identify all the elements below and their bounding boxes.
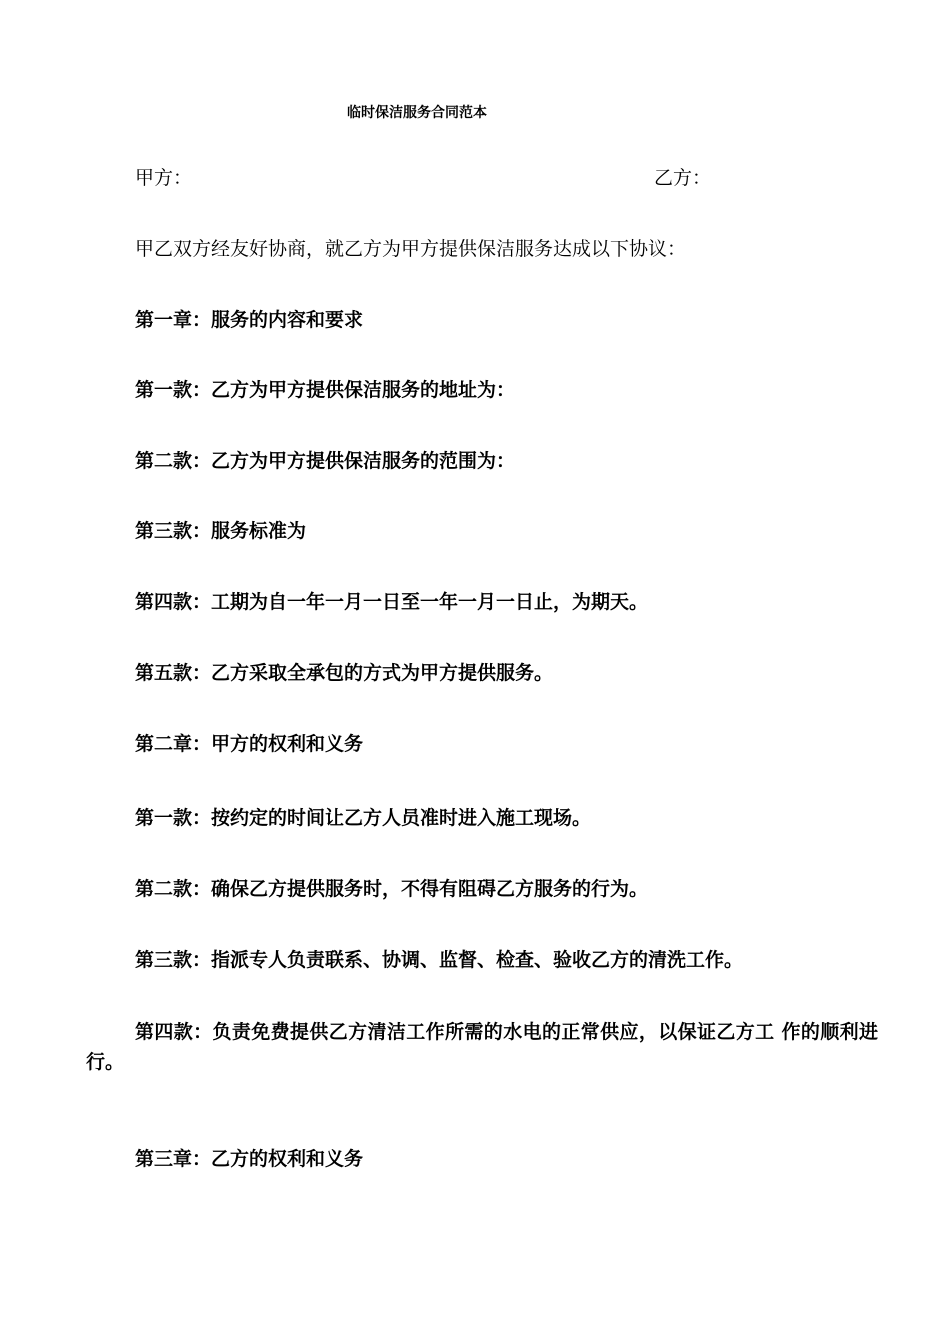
chapter2-clause1: 第一款：按约定的时间让乙方人员准时进入施工现场。 bbox=[135, 807, 592, 829]
chapter1-clause1: 第一款：乙方为甲方提供保洁服务的地址为： bbox=[135, 379, 516, 401]
chapter2-clause2: 第二款：确保乙方提供服务时，不得有阻碍乙方服务的行为。 bbox=[135, 878, 649, 900]
chapter1-clause3: 第三款：服务标准为 bbox=[135, 520, 307, 542]
chapter3-heading: 第三章：乙方的权利和义务 bbox=[135, 1148, 364, 1170]
chapter1-clause5: 第五款：乙方采取全承包的方式为甲方提供服务。 bbox=[135, 662, 554, 684]
chapter1-clause4: 第四款：工期为自一年一月一日至一年一月一日止，为期天。 bbox=[135, 591, 649, 613]
chapter2-heading: 第二章：甲方的权利和义务 bbox=[135, 733, 364, 755]
party-b-label: 乙方： bbox=[654, 167, 712, 189]
chapter1-heading: 第一章：服务的内容和要求 bbox=[135, 309, 364, 331]
document-title: 临时保洁服务合同范本 bbox=[347, 105, 487, 121]
chapter1-clause2: 第二款：乙方为甲方提供保洁服务的范围为： bbox=[135, 450, 516, 472]
chapter2-clause3: 第三款：指派专人负责联系、协调、监督、检查、验收乙方的清洗工作。 bbox=[135, 949, 744, 971]
intro-paragraph: 甲乙双方经友好协商，就乙方为甲方提供保洁服务达成以下协议： bbox=[135, 238, 687, 260]
party-a-label: 甲方： bbox=[135, 167, 193, 189]
chapter2-clause4: 第四款：负责免费提供乙方清洁工作所需的水电的正常供应，以保证乙方工 作的顺利进行。 bbox=[86, 1021, 878, 1073]
